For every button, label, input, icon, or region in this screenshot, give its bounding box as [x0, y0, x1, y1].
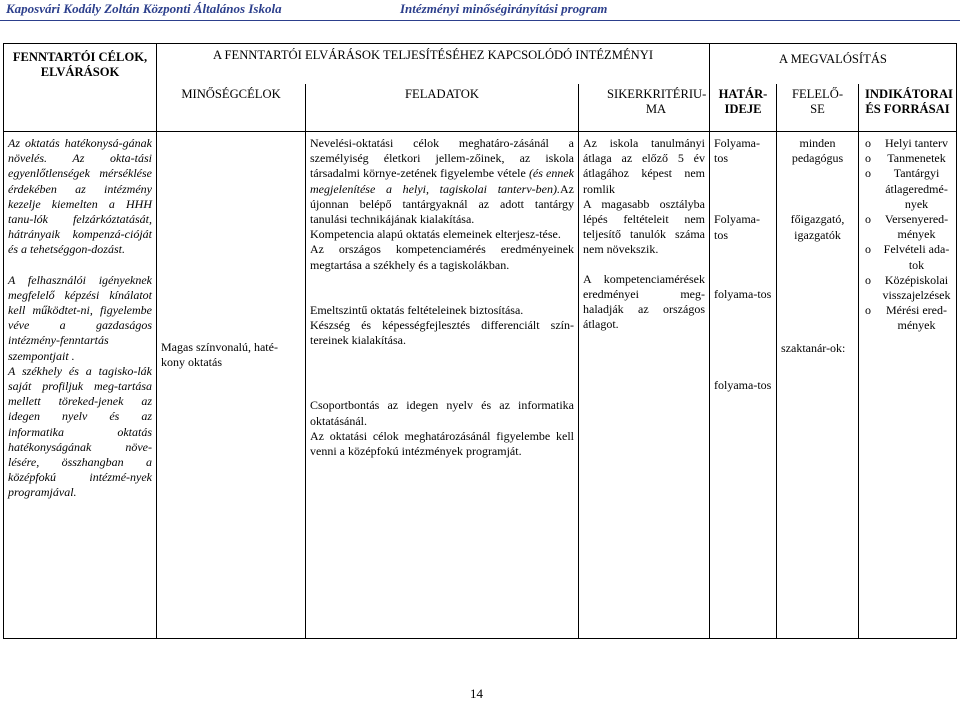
cell-feladatok	[306, 132, 579, 639]
indicator-item: o Tanmenetek	[863, 151, 952, 166]
deadline-4: folyama-tos	[714, 378, 772, 393]
cell-minosegcelok	[157, 132, 306, 639]
indicator-item: o Helyi tanterv	[863, 136, 952, 151]
criterion-1: Az iskola tanulmányi átlaga az előző 5 év átlagához képest nem romlik	[583, 136, 705, 196]
indicator-list	[863, 136, 952, 334]
task-1b: (és ennek megjelenítése a helyi, tagiskolai tanterv-ben).	[310, 166, 574, 196]
indicator-item: o Tantárgyi átlageredmé-nyek	[863, 166, 952, 212]
quality-goal-text: Magas színvonalú, haté-kony oktatás	[161, 340, 278, 370]
header-minosegcelok: MINŐSÉGCÉLOK	[157, 84, 306, 132]
indicator-item: o Középiskolai visszajelzések	[863, 273, 952, 303]
header-fenntartoi: FENNTARTÓI CÉLOK, ELVÁRÁSOK	[4, 44, 157, 132]
task-7: Az oktatási célok meghatározásánál figyelembe kell venni a középfokú intézmények programját.	[310, 428, 574, 459]
deadline-3: folyama-tos	[714, 286, 772, 301]
responsible-1: minden pedagógus	[791, 136, 844, 166]
indicator-item: o Mérési ered-mények	[863, 303, 952, 333]
cell-fenntartoi-celok	[4, 132, 157, 639]
cell-sikerkriterium	[579, 132, 710, 639]
goals-table	[3, 43, 957, 639]
indicator-item: o Felvételi ada-tok	[863, 242, 952, 272]
header-hatarido: HATÁR-IDEJE	[710, 84, 777, 132]
header-felelos: FELELŐ-SE	[777, 84, 859, 132]
task-4: Emeltszintű oktatás feltételeinek biztosítása.	[310, 302, 524, 317]
goal-paragraph-2: A felhasználói igényeknek megfelelő képzési kínálatot kell működtet-ni, figyelembe véve a gazdaságos intézmény-fenntartás szempontjait .	[8, 272, 152, 363]
criterion-2: A magasabb osztályba lépés feltételeit nem teljesítő tanulók száma nem növekszik.	[583, 196, 705, 257]
responsible-2: főigazgató, igazgatók	[790, 212, 845, 242]
cell-indikatorok	[859, 132, 957, 639]
page-number: 14	[470, 686, 483, 701]
task-5: Készség és képességfejlesztés differenciált szín-tereinek kialakítása.	[310, 318, 574, 348]
header-megvalositas: A MEGVALÓSÍTÁS	[710, 44, 957, 84]
school-name: Kaposvári Kodály Zoltán Központi Általános Iskola	[6, 1, 282, 16]
task-6: Csoportbontás az idegen nyelv és az informatika oktatásánál.	[310, 398, 574, 428]
header-sikerkriterium: SIKERKRITÉRIU-MA	[579, 84, 710, 132]
header-indikator: INDIKÁTORAI ÉS FORRÁSAI	[859, 84, 957, 132]
deadline-1: Folyama-tos	[714, 136, 760, 166]
task-1a: Nevelési-oktatási célok meghatáro-zásánál a személyiség életkori jellem-zőinek, az iskola társadalmi környe-zetének figyelembe vétele	[310, 136, 574, 181]
goal-paragraph-3: A székhely és a tagisko-lák saját profiljuk meg-tartása mellett töreked-jenek az idegen nyelv és az informatika oktatás hatékonyságának növe-lésére, összhangban a középfokú intézmé-nyek programjával.	[8, 363, 152, 500]
deadline-2: Folyama-tos	[714, 212, 760, 242]
task-1c: Az újonnan belépő tantárgyaknál az adott tantárgy tanulási technikájának kialakítása.	[310, 181, 574, 227]
cell-hatarido	[710, 132, 777, 639]
header-rule	[0, 20, 960, 21]
indicator-item: o Versenyered-mények	[863, 212, 952, 242]
goal-paragraph-1: Az oktatás hatékonysá-gának növelés. Az okta-tási egyenlőtlenségek mérséklése érdekében az intézmény kezelje kiemelten a HHH tanu-lók felzárkóztatását, hátrányaik kompenzá-cióját és a tehetséggon-dozást.	[8, 136, 152, 257]
header-teljesites: A FENNTARTÓI ELVÁRÁSOK TELJESÍTÉSÉHEZ KAPCSOLÓDÓ INTÉZMÉNYI	[157, 44, 710, 84]
task-2: Kompetencia alapú oktatás elemeinek elterjesz-tése.	[310, 227, 561, 242]
header-feladatok: FELADATOK	[306, 84, 579, 132]
document-title: Intézményi minőségirányítási program	[400, 1, 608, 16]
cell-felelos	[777, 132, 859, 639]
page-header	[0, 0, 960, 21]
criterion-3: A kompetenciamérések eredményei meg-haladják az országos átlagot.	[583, 271, 705, 332]
task-3: Az országos kompetenciamérés eredményeinek megtartása a székhely és a tagiskolákban.	[310, 242, 574, 272]
responsible-3: szaktanár-ok:	[781, 340, 846, 355]
